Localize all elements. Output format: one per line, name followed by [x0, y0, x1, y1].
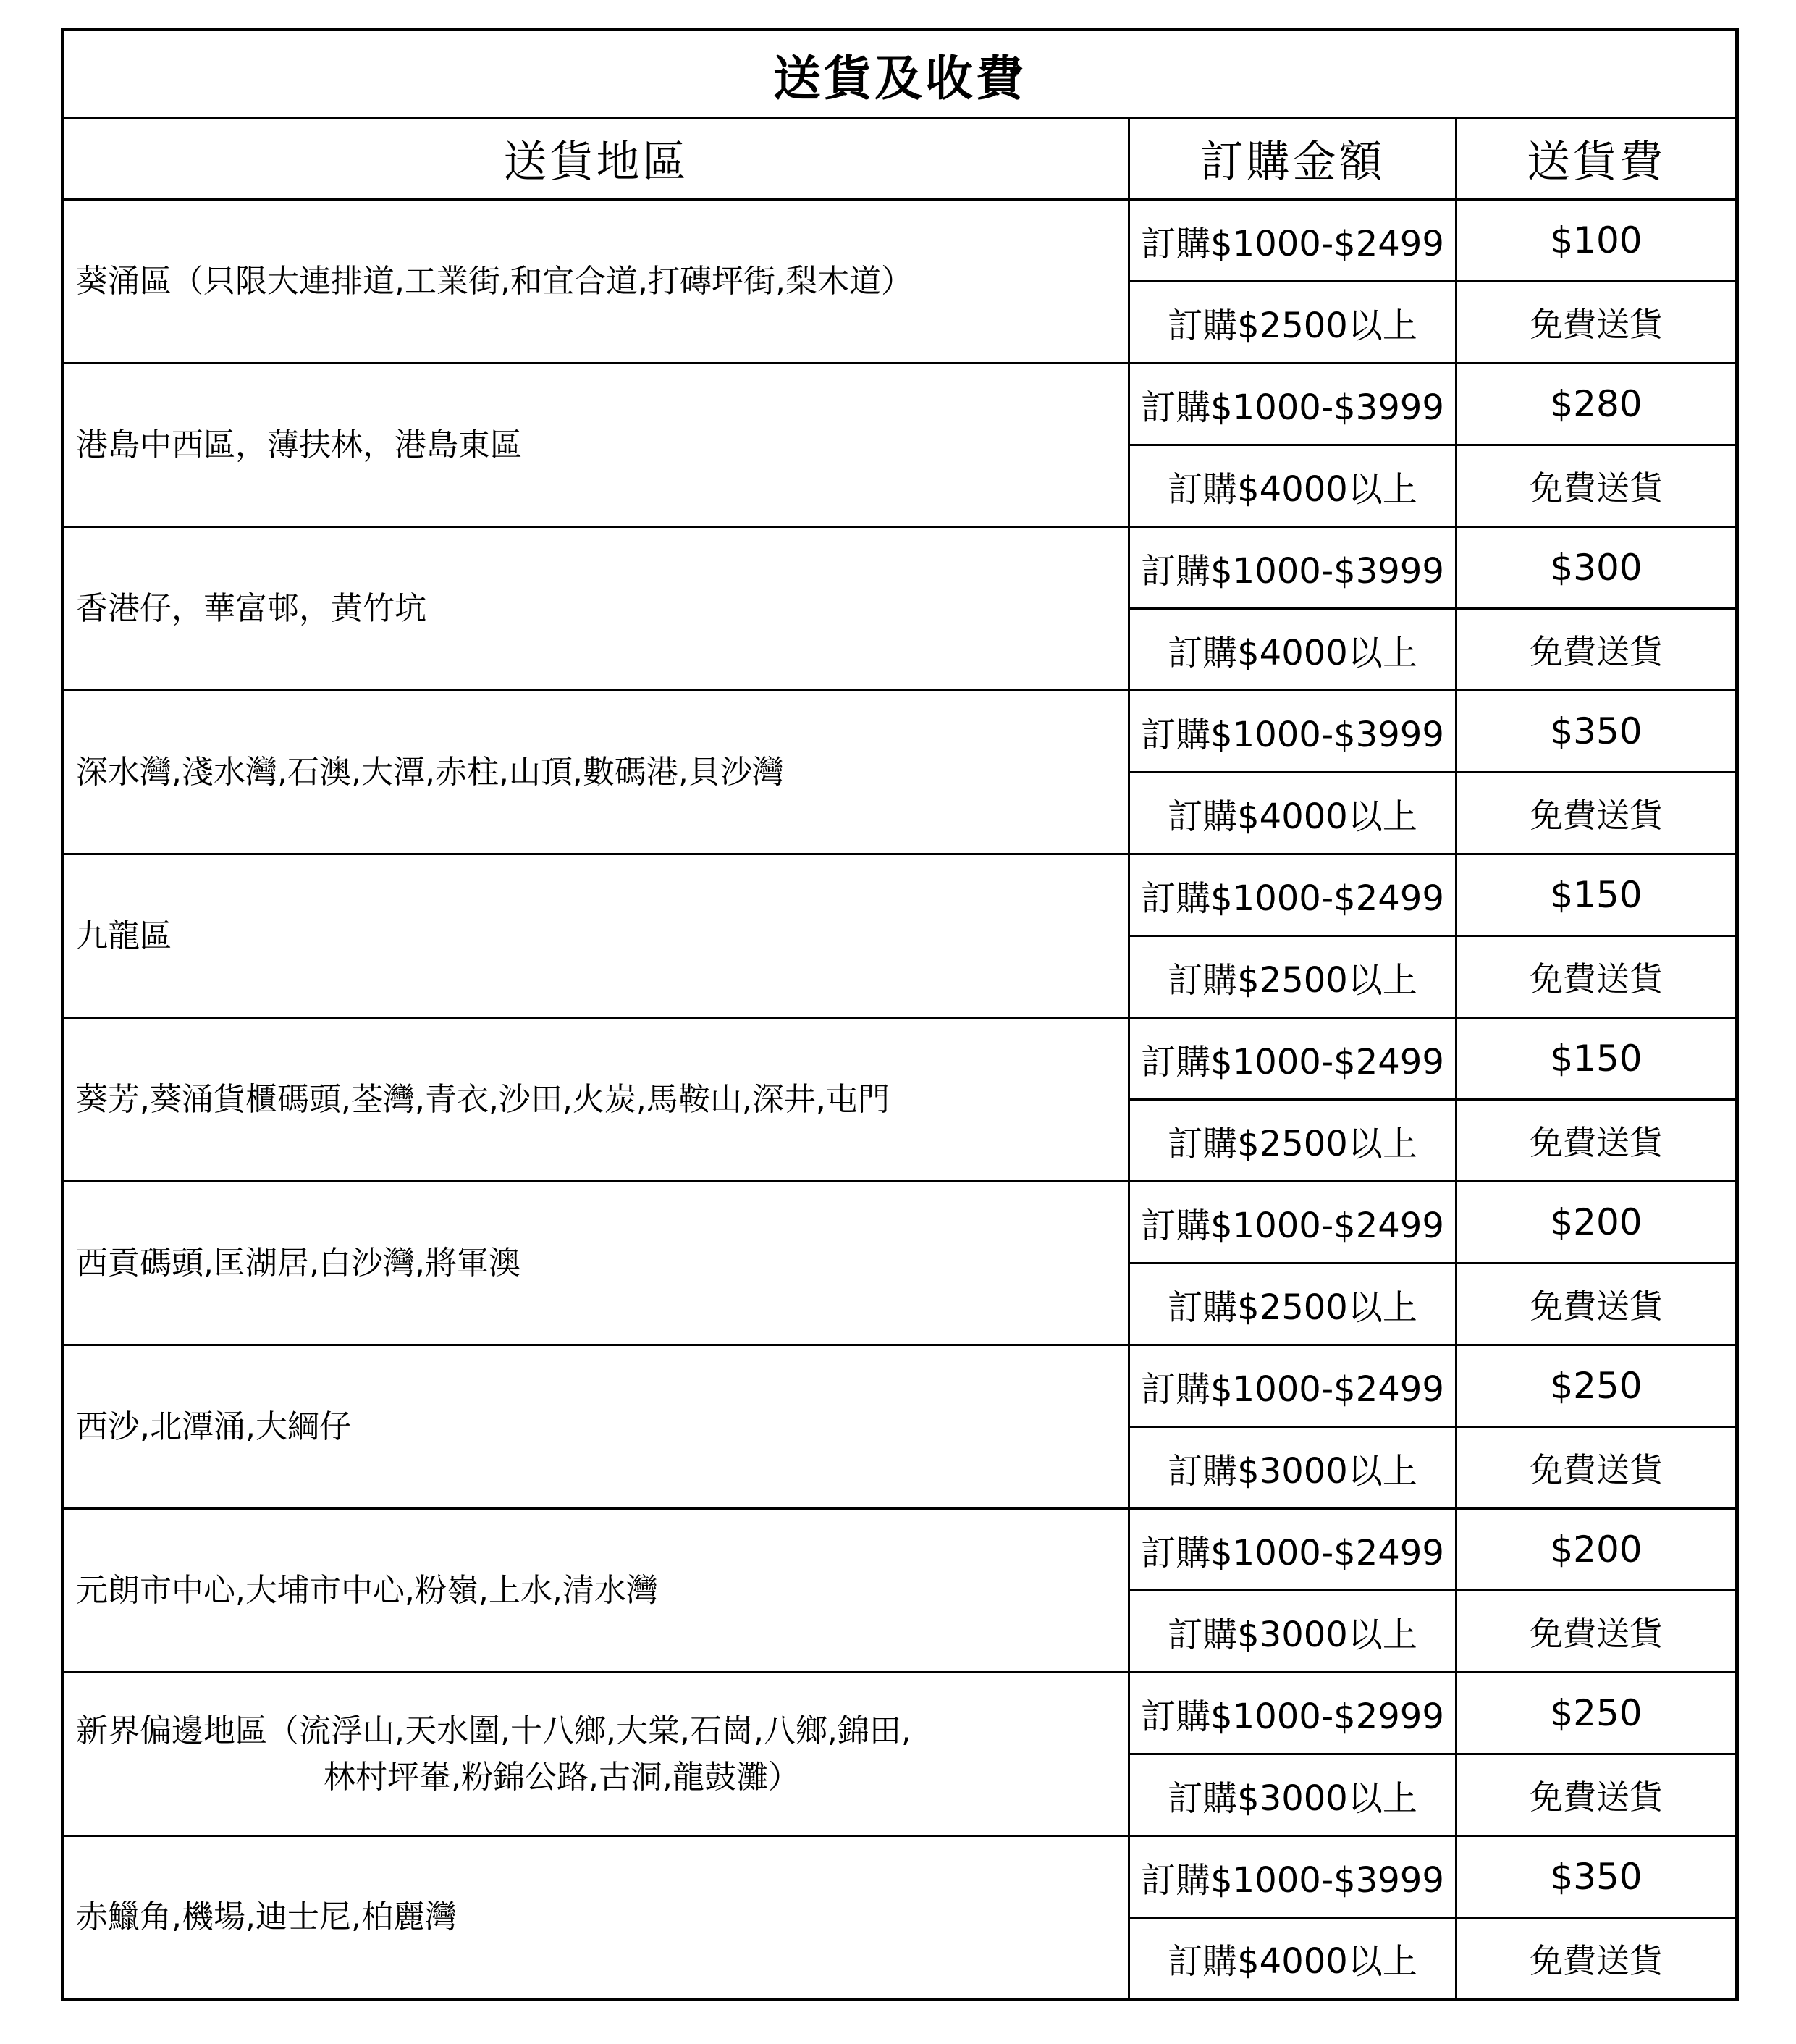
zone-area: 九龍區 — [63, 854, 1129, 1018]
table-row — [63, 1836, 1737, 1918]
table-row — [63, 1509, 1737, 1591]
zone-body — [63, 200, 1737, 2000]
header-fee: 送貨費 — [1456, 118, 1737, 200]
header-amount: 訂購金額 — [1129, 118, 1456, 200]
tier-fee: 免費送貨 — [1456, 282, 1737, 363]
tier-fee: 免費送貨 — [1456, 445, 1737, 527]
tier-amount: 訂購$1000-$3999 — [1129, 527, 1456, 609]
tier-fee: $100 — [1456, 200, 1737, 282]
table-row — [63, 1345, 1737, 1427]
tier-amount: 訂購$1000-$2499 — [1129, 1182, 1456, 1263]
tier-amount: 訂購$3000以上 — [1129, 1754, 1456, 1836]
zone-area: 葵芳,葵涌貨櫃碼頭,荃灣,青衣,沙田,火炭,馬鞍山,深井,屯門 — [63, 1018, 1129, 1182]
tier-amount: 訂購$1000-$2499 — [1129, 200, 1456, 282]
tier-fee: 免費送貨 — [1456, 1918, 1737, 2000]
tier-amount: 訂購$1000-$3999 — [1129, 1836, 1456, 1918]
tier-fee: 免費送貨 — [1456, 1754, 1737, 1836]
tier-amount: 訂購$1000-$2499 — [1129, 1018, 1456, 1100]
tier-amount: 訂購$1000-$2999 — [1129, 1673, 1456, 1754]
tier-fee: $350 — [1456, 1836, 1737, 1918]
tier-fee: $350 — [1456, 691, 1737, 773]
table-row — [63, 854, 1737, 936]
tier-fee: $280 — [1456, 363, 1737, 445]
table-title: 送貨及收費 — [63, 30, 1737, 118]
tier-amount: 訂購$1000-$2499 — [1129, 854, 1456, 936]
tier-fee: 免費送貨 — [1456, 1591, 1737, 1673]
tier-amount: 訂購$1000-$3999 — [1129, 363, 1456, 445]
tier-fee: $200 — [1456, 1182, 1737, 1263]
zone-area — [63, 1673, 1129, 1836]
tier-fee: $300 — [1456, 527, 1737, 609]
tier-fee: $250 — [1456, 1673, 1737, 1754]
tier-fee: $200 — [1456, 1509, 1737, 1591]
zone-area: 港島中西區，薄扶林，港島東區 — [63, 363, 1129, 527]
zone-area: 西貢碼頭,匡湖居,白沙灣,將軍澳 — [63, 1182, 1129, 1345]
tier-amount: 訂購$2500以上 — [1129, 1263, 1456, 1345]
tier-amount: 訂購$4000以上 — [1129, 1918, 1456, 2000]
tier-fee: 免費送貨 — [1456, 1427, 1737, 1509]
tier-fee: $150 — [1456, 854, 1737, 936]
table-row — [63, 1018, 1737, 1100]
zone-area: 香港仔，華富邨，黃竹坑 — [63, 527, 1129, 691]
table-row — [63, 691, 1737, 773]
table-row — [63, 200, 1737, 282]
table-row — [63, 363, 1737, 445]
tier-amount: 訂購$3000以上 — [1129, 1427, 1456, 1509]
tier-amount: 訂購$3000以上 — [1129, 1591, 1456, 1673]
table-row — [63, 1673, 1737, 1754]
tier-fee: 免費送貨 — [1456, 936, 1737, 1018]
zone-area-line2: 林村坪輋,粉錦公路,古洞,龍鼓灘） — [324, 1758, 800, 1796]
zone-area: 深水灣,淺水灣,石澳,大潭,赤柱,山頂,數碼港,貝沙灣 — [63, 691, 1129, 854]
tier-fee: $150 — [1456, 1018, 1737, 1100]
zone-area-line1: 新界偏邊地區（流浮山,天水圍,十八鄉,大棠,石崗,八鄉,錦田, — [76, 1712, 911, 1749]
tier-amount: 訂購$2500以上 — [1129, 936, 1456, 1018]
tier-amount: 訂購$1000-$3999 — [1129, 691, 1456, 773]
zone-area: 元朗市中心,大埔市中心,粉嶺,上水,清水灣 — [63, 1509, 1129, 1673]
tier-amount: 訂購$1000-$2499 — [1129, 1509, 1456, 1591]
table-row — [63, 1182, 1737, 1263]
table-header-row — [63, 118, 1737, 200]
tier-amount: 訂購$2500以上 — [1129, 282, 1456, 363]
tier-fee: 免費送貨 — [1456, 609, 1737, 691]
delivery-fee-table — [61, 28, 1739, 2001]
header-area: 送貨地區 — [63, 118, 1129, 200]
tier-amount: 訂購$1000-$2499 — [1129, 1345, 1456, 1427]
table-row — [63, 527, 1737, 609]
tier-amount: 訂購$4000以上 — [1129, 609, 1456, 691]
table-title-row — [63, 30, 1737, 118]
tier-fee: 免費送貨 — [1456, 773, 1737, 854]
zone-area: 葵涌區（只限大連排道,工業街,和宜合道,打磚坪街,梨木道） — [63, 200, 1129, 363]
tier-fee: 免費送貨 — [1456, 1263, 1737, 1345]
zone-area: 赤鱲角,機場,迪士尼,柏麗灣 — [63, 1836, 1129, 2000]
zone-area: 西沙,北潭涌,大綱仔 — [63, 1345, 1129, 1509]
tier-amount: 訂購$4000以上 — [1129, 445, 1456, 527]
tier-amount: 訂購$4000以上 — [1129, 773, 1456, 854]
tier-fee: $250 — [1456, 1345, 1737, 1427]
tier-amount: 訂購$2500以上 — [1129, 1100, 1456, 1182]
tier-fee: 免費送貨 — [1456, 1100, 1737, 1182]
